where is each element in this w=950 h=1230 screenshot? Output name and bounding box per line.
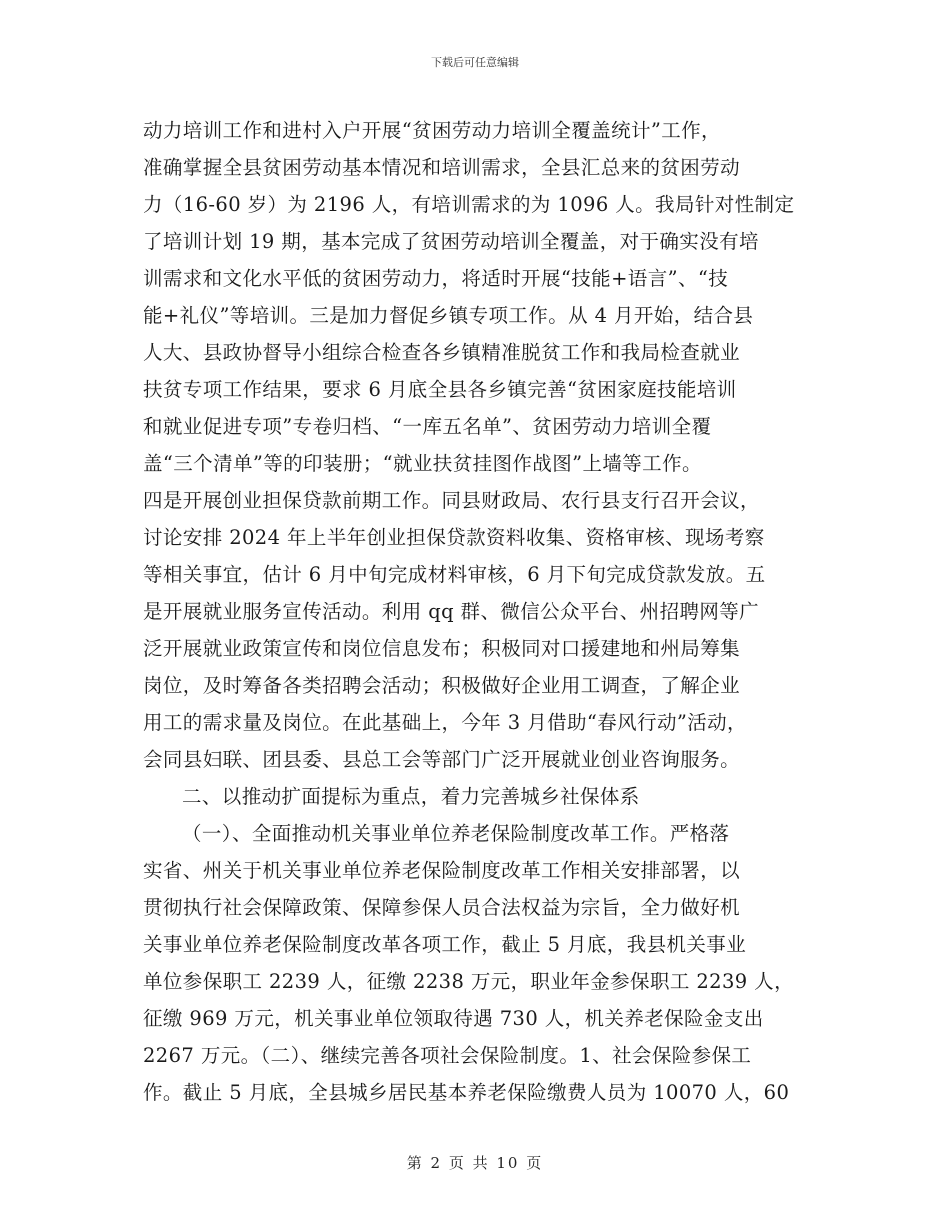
body-line: 和就业促进专项”专卷归档、“一库五名单”、贫困劳动力培训全覆 bbox=[143, 415, 712, 438]
body-line: 单位参保职工 2239 人，征缴 2238 万元，职业年金参保职工 2239 人， bbox=[143, 970, 794, 993]
body-line: 关事业单位养老保险制度改革各项工作，截止 5 月底，我县机关事业 bbox=[143, 933, 747, 956]
body-line: 用工的需求量及岗位。在此基础上，今年 3 月借助“春风行动”活动， bbox=[143, 711, 747, 734]
body-line: 贯彻执行社会保障政策、保障参保人员合法权益为宗旨，全力做好机 bbox=[143, 896, 741, 919]
body-line: 讨论安排 2024 年上半年创业担保贷款资料收集、资格审核、现场考察 bbox=[143, 526, 765, 549]
section-heading: 二、以推动扩面提标为重点，着力完善城乡社保体系 bbox=[182, 785, 640, 808]
body-line: 作。截止 5 月底，全县城乡居民基本养老保险缴费人员为 10070 人，60 bbox=[143, 1081, 790, 1104]
body-line: 实省、州关于机关事业单位养老保险制度改革工作相关安排部署，以 bbox=[143, 859, 741, 882]
body-line: 泛开展就业政策宣传和岗位信息发布；积极同对口援建地和州局筹集 bbox=[143, 637, 741, 660]
body-line: 能+礼仪”等培训。三是加力督促乡镇专项工作。从 4 月开始，结合县 bbox=[143, 304, 754, 327]
body-line: 等相关事宜，估计 6 月中旬完成材料审核，6 月下旬完成贷款发放。五 bbox=[143, 563, 766, 586]
body-line: （一）、全面推动机关事业单位养老保险制度改革工作。严格落 bbox=[182, 822, 730, 845]
body-line: 四是开展创业担保贷款前期工作。同县财政局、农行县支行召开会议， bbox=[143, 489, 760, 512]
body-line: 2267 万元。（二）、继续完善各项社会保险制度。1、社会保险参保工 bbox=[143, 1044, 752, 1067]
body-line: 征缴 969 万元，机关事业单位领取待遇 730 人，机关养老保险金支出 bbox=[143, 1007, 764, 1030]
body-line: 人大、县政协督导小组综合检查各乡镇精准脱贫工作和我局检查就业 bbox=[143, 341, 741, 364]
body-line: 准确掌握全县贫困劳动基本情况和培训需求，全县汇总来的贫困劳动 bbox=[143, 156, 741, 179]
document-body bbox=[143, 112, 823, 1111]
body-line: 是开展就业服务宣传活动。利用 qq 群、微信公众平台、州招聘网等广 bbox=[143, 600, 760, 623]
body-line: 扶贫专项工作结果，要求 6 月底全县各乡镇完善“贫困家庭技能培训 bbox=[143, 378, 737, 401]
body-line: 力（16-60 岁）为 2196 人，有培训需求的为 1096 人。我局针对性制定 bbox=[143, 193, 795, 216]
body-line: 盖“三个清单”等的印装册；“就业扶贫挂图作战图”上墙等工作。 bbox=[143, 452, 702, 475]
page-header-note: 下载后可任意编辑 bbox=[431, 56, 519, 69]
body-line: 动力培训工作和进村入户开展“贫困劳动力培训全覆盖统计”工作， bbox=[143, 119, 721, 142]
page-number: 第 2 页 共 10 页 bbox=[406, 1154, 544, 1172]
body-line: 训需求和文化水平低的贫困劳动力，将适时开展“技能+语言”、“技 bbox=[143, 267, 729, 290]
body-line: 会同县妇联、团县委、县总工会等部门广泛开展就业创业咨询服务。 bbox=[143, 748, 741, 771]
body-line: 了培训计划 19 期，基本完成了贫困劳动培训全覆盖，对于确实没有培 bbox=[143, 230, 759, 253]
body-line: 岗位，及时筹备各类招聘会活动；积极做好企业用工调查，了解企业 bbox=[143, 674, 741, 697]
